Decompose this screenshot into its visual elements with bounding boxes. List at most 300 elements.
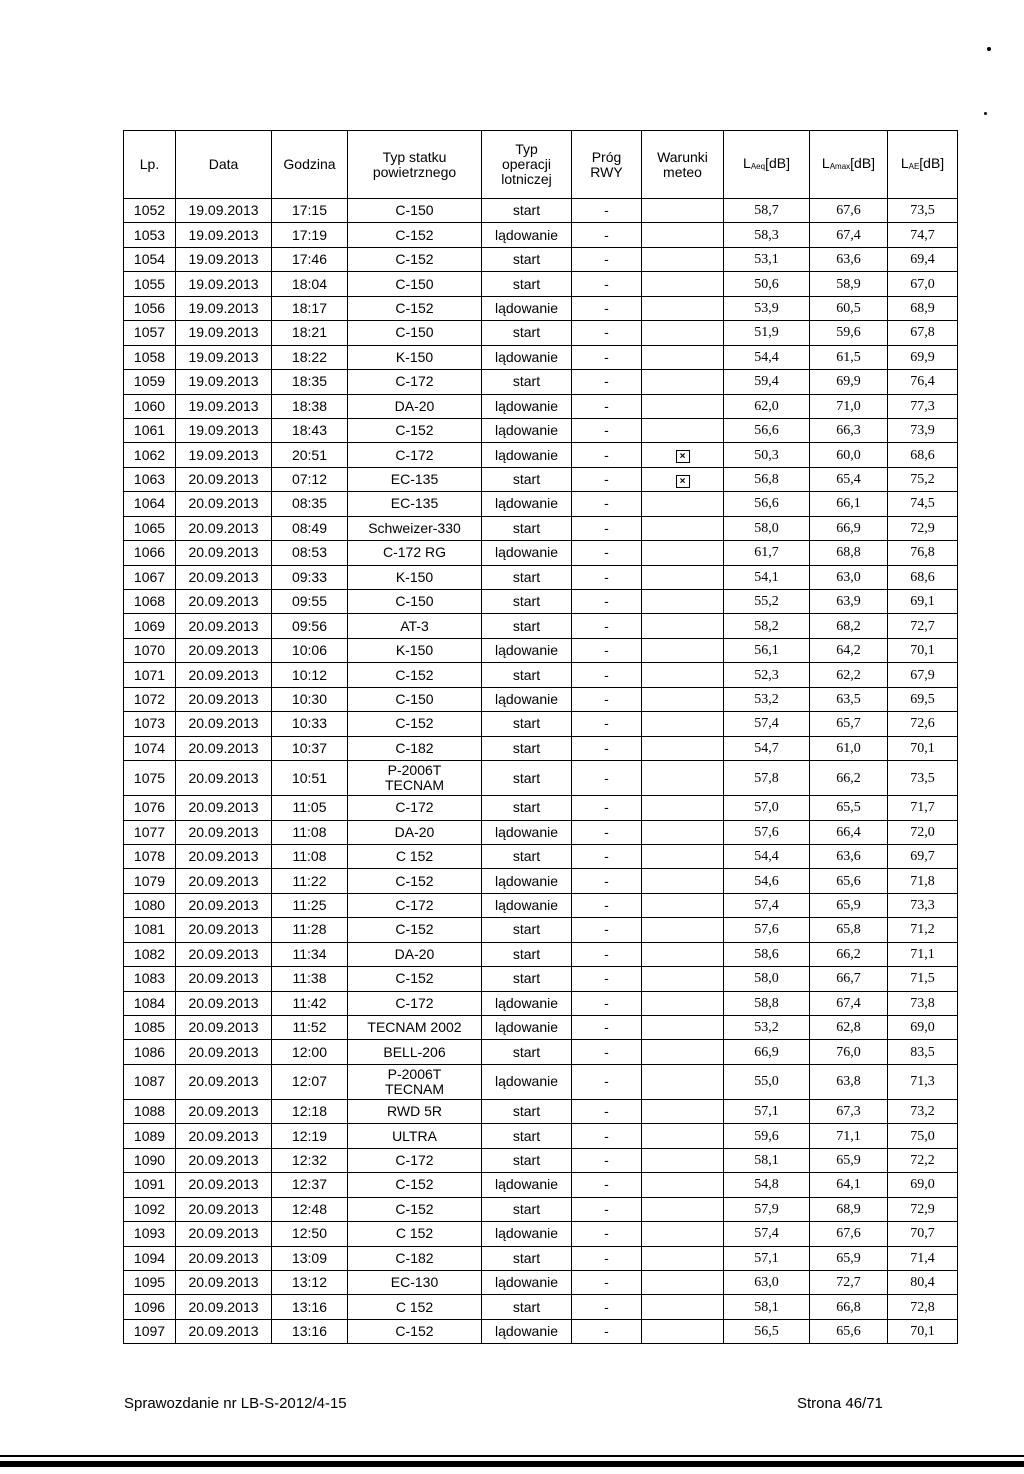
cell-lamax: 67,3 bbox=[810, 1099, 888, 1123]
cell-prog: - bbox=[572, 199, 642, 223]
cell-laeq: 57,6 bbox=[724, 918, 810, 942]
cell-typ-statku bbox=[348, 1064, 482, 1099]
cell-meteo bbox=[642, 590, 724, 614]
cell-data: 20.09.2013 bbox=[176, 516, 272, 540]
cell-lamax: 65,9 bbox=[810, 1246, 888, 1270]
cell-meteo bbox=[642, 199, 724, 223]
cell-lamax: 68,9 bbox=[810, 1197, 888, 1221]
cell-laeq: 58,1 bbox=[724, 1295, 810, 1319]
cell-prog: - bbox=[572, 638, 642, 662]
cell-godzina: 10:06 bbox=[272, 638, 348, 662]
checked-box-icon: × bbox=[676, 475, 690, 488]
cell-lae: 76,8 bbox=[888, 541, 958, 565]
table-row bbox=[124, 516, 958, 540]
cell-lae: 71,4 bbox=[888, 1246, 958, 1270]
cell-typ-statku bbox=[348, 370, 482, 394]
cell-lae: 80,4 bbox=[888, 1270, 958, 1294]
header-warunki-meteo: Warunki meteo bbox=[642, 131, 724, 199]
table-row bbox=[124, 370, 958, 394]
aircraft-type: C-152 bbox=[395, 299, 434, 316]
cell-typ-statku bbox=[348, 418, 482, 442]
cell-typ-statku bbox=[348, 1124, 482, 1148]
cell-lae: 73,5 bbox=[888, 199, 958, 223]
header-laeq: LAeq[dB] bbox=[724, 131, 810, 199]
header-typ-statku: Typ statku powietrznego bbox=[348, 131, 482, 199]
cell-meteo bbox=[642, 869, 724, 893]
cell-prog: - bbox=[572, 590, 642, 614]
cell-data: 19.09.2013 bbox=[176, 418, 272, 442]
cell-typ-operacji: start bbox=[482, 321, 572, 345]
cell-godzina: 20:51 bbox=[272, 443, 348, 467]
cell-typ-operacji: lądowanie bbox=[482, 443, 572, 467]
cell-lp: 1090 bbox=[124, 1148, 176, 1172]
cell-typ-operacji: lądowanie bbox=[482, 418, 572, 442]
cell-laeq: 59,6 bbox=[724, 1124, 810, 1148]
table-row bbox=[124, 1016, 958, 1040]
header-lp: Lp. bbox=[124, 131, 176, 199]
aircraft-type: C-172 bbox=[395, 373, 434, 390]
table-row bbox=[124, 565, 958, 589]
cell-godzina: 12:19 bbox=[272, 1124, 348, 1148]
aircraft-type-line2: TECNAM bbox=[384, 777, 445, 794]
cell-data: 19.09.2013 bbox=[176, 272, 272, 296]
cell-meteo bbox=[642, 272, 724, 296]
table-row bbox=[124, 1099, 958, 1123]
cell-prog: - bbox=[572, 223, 642, 247]
table-row bbox=[124, 687, 958, 711]
cell-typ-operacji: start bbox=[482, 370, 572, 394]
cell-prog: - bbox=[572, 247, 642, 271]
cell-data: 19.09.2013 bbox=[176, 321, 272, 345]
cell-prog: - bbox=[572, 1040, 642, 1064]
table-row bbox=[124, 761, 958, 796]
cell-typ-statku bbox=[348, 223, 482, 247]
cell-meteo bbox=[642, 967, 724, 991]
cell-typ-statku bbox=[348, 590, 482, 614]
cell-lamax: 67,4 bbox=[810, 223, 888, 247]
cell-typ-operacji: start bbox=[482, 967, 572, 991]
cell-data: 19.09.2013 bbox=[176, 345, 272, 369]
cell-lae: 71,1 bbox=[888, 942, 958, 966]
cell-lamax: 76,0 bbox=[810, 1040, 888, 1064]
cell-meteo bbox=[642, 844, 724, 868]
checked-box-icon: × bbox=[676, 450, 690, 463]
cell-godzina: 18:43 bbox=[272, 418, 348, 442]
cell-prog: - bbox=[572, 321, 642, 345]
cell-lae: 69,7 bbox=[888, 844, 958, 868]
cell-lae: 70,1 bbox=[888, 736, 958, 760]
cell-lp: 1086 bbox=[124, 1040, 176, 1064]
cell-meteo bbox=[642, 443, 724, 467]
cell-typ-operacji: lądowanie bbox=[482, 1270, 572, 1294]
cell-meteo bbox=[642, 418, 724, 442]
cell-godzina: 18:35 bbox=[272, 370, 348, 394]
cell-typ-operacji: start bbox=[482, 918, 572, 942]
cell-meteo bbox=[642, 516, 724, 540]
cell-meteo bbox=[642, 321, 724, 345]
cell-godzina: 11:28 bbox=[272, 918, 348, 942]
cell-meteo bbox=[642, 1270, 724, 1294]
cell-godzina: 11:52 bbox=[272, 1016, 348, 1040]
aircraft-type: DA-20 bbox=[394, 397, 435, 414]
table-row bbox=[124, 614, 958, 638]
cell-godzina: 08:53 bbox=[272, 541, 348, 565]
cell-laeq: 51,9 bbox=[724, 321, 810, 345]
cell-laeq: 62,0 bbox=[724, 394, 810, 418]
cell-godzina: 12:32 bbox=[272, 1148, 348, 1172]
cell-lae: 71,5 bbox=[888, 967, 958, 991]
cell-lamax: 66,9 bbox=[810, 516, 888, 540]
cell-lp: 1080 bbox=[124, 893, 176, 917]
cell-typ-operacji: lądowanie bbox=[482, 1319, 572, 1343]
aircraft-type: C-152 bbox=[395, 1200, 434, 1217]
cell-godzina: 11:25 bbox=[272, 893, 348, 917]
cell-typ-operacji: start bbox=[482, 1197, 572, 1221]
cell-prog: - bbox=[572, 844, 642, 868]
cell-lp: 1056 bbox=[124, 296, 176, 320]
cell-typ-operacji: lądowanie bbox=[482, 1064, 572, 1099]
cell-data: 20.09.2013 bbox=[176, 796, 272, 820]
table-row bbox=[124, 1173, 958, 1197]
cell-lae: 69,0 bbox=[888, 1173, 958, 1197]
cell-lp: 1097 bbox=[124, 1319, 176, 1343]
cell-laeq: 50,3 bbox=[724, 443, 810, 467]
aircraft-type: C-152 bbox=[395, 1176, 434, 1193]
cell-lae: 71,7 bbox=[888, 796, 958, 820]
cell-prog: - bbox=[572, 942, 642, 966]
cell-lp: 1059 bbox=[124, 370, 176, 394]
cell-meteo bbox=[642, 1246, 724, 1270]
cell-typ-operacji: start bbox=[482, 1295, 572, 1319]
cell-lae: 73,8 bbox=[888, 991, 958, 1015]
table-row bbox=[124, 418, 958, 442]
table-row bbox=[124, 1197, 958, 1221]
cell-lamax: 71,0 bbox=[810, 394, 888, 418]
cell-prog: - bbox=[572, 370, 642, 394]
cell-lp: 1064 bbox=[124, 492, 176, 516]
cell-laeq: 58,0 bbox=[724, 516, 810, 540]
cell-lp: 1061 bbox=[124, 418, 176, 442]
cell-typ-operacji: start bbox=[482, 1040, 572, 1064]
cell-meteo bbox=[642, 736, 724, 760]
cell-laeq: 54,7 bbox=[724, 736, 810, 760]
cell-prog: - bbox=[572, 541, 642, 565]
cell-meteo bbox=[642, 893, 724, 917]
cell-typ-operacji: start bbox=[482, 614, 572, 638]
cell-godzina: 11:08 bbox=[272, 844, 348, 868]
cell-meteo bbox=[642, 942, 724, 966]
cell-lp: 1054 bbox=[124, 247, 176, 271]
cell-godzina: 11:05 bbox=[272, 796, 348, 820]
cell-meteo bbox=[642, 1148, 724, 1172]
cell-lamax: 60,0 bbox=[810, 443, 888, 467]
cell-typ-operacji: lądowanie bbox=[482, 296, 572, 320]
header-data: Data bbox=[176, 131, 272, 199]
cell-typ-statku bbox=[348, 761, 482, 796]
cell-typ-operacji: lądowanie bbox=[482, 893, 572, 917]
cell-meteo bbox=[642, 991, 724, 1015]
table-row bbox=[124, 296, 958, 320]
aircraft-type: C-152 bbox=[395, 970, 434, 987]
cell-data: 19.09.2013 bbox=[176, 247, 272, 271]
aircraft-type: DA-20 bbox=[394, 945, 435, 962]
cell-lp: 1095 bbox=[124, 1270, 176, 1294]
footer-rule-thick bbox=[0, 1461, 1024, 1467]
cell-godzina: 12:50 bbox=[272, 1222, 348, 1246]
table-row bbox=[124, 967, 958, 991]
cell-typ-operacji: start bbox=[482, 516, 572, 540]
cell-meteo bbox=[642, 918, 724, 942]
cell-laeq: 57,0 bbox=[724, 796, 810, 820]
table-row bbox=[124, 321, 958, 345]
cell-data: 20.09.2013 bbox=[176, 1016, 272, 1040]
cell-lamax: 66,2 bbox=[810, 942, 888, 966]
cell-laeq: 55,2 bbox=[724, 590, 810, 614]
cell-typ-operacji: start bbox=[482, 1099, 572, 1123]
cell-typ-statku bbox=[348, 272, 482, 296]
table-row bbox=[124, 1064, 958, 1099]
aircraft-type: P-2006T bbox=[387, 762, 442, 779]
cell-godzina: 11:08 bbox=[272, 820, 348, 844]
table-row bbox=[124, 942, 958, 966]
table-row bbox=[124, 223, 958, 247]
cell-lp: 1052 bbox=[124, 199, 176, 223]
aircraft-type: RWD 5R bbox=[387, 1103, 442, 1120]
cell-data: 20.09.2013 bbox=[176, 1040, 272, 1064]
footer-rule bbox=[0, 1455, 1024, 1457]
table-row bbox=[124, 869, 958, 893]
cell-laeq: 57,8 bbox=[724, 761, 810, 796]
cell-godzina: 18:21 bbox=[272, 321, 348, 345]
cell-typ-statku bbox=[348, 516, 482, 540]
cell-lamax: 61,5 bbox=[810, 345, 888, 369]
table-row bbox=[124, 590, 958, 614]
aircraft-type: C-152 bbox=[395, 666, 434, 683]
cell-typ-statku bbox=[348, 967, 482, 991]
cell-typ-operacji: lądowanie bbox=[482, 492, 572, 516]
cell-lae: 71,8 bbox=[888, 869, 958, 893]
cell-prog: - bbox=[572, 1099, 642, 1123]
table-row bbox=[124, 345, 958, 369]
cell-lp: 1062 bbox=[124, 443, 176, 467]
cell-typ-operacji: start bbox=[482, 467, 572, 491]
cell-data: 20.09.2013 bbox=[176, 1319, 272, 1343]
cell-data: 20.09.2013 bbox=[176, 467, 272, 491]
table-row bbox=[124, 1124, 958, 1148]
cell-lp: 1077 bbox=[124, 820, 176, 844]
cell-laeq: 56,1 bbox=[724, 638, 810, 662]
cell-laeq: 58,8 bbox=[724, 991, 810, 1015]
cell-lp: 1073 bbox=[124, 712, 176, 736]
cell-typ-operacji: start bbox=[482, 565, 572, 589]
cell-lp: 1065 bbox=[124, 516, 176, 540]
aircraft-type: C-152 bbox=[395, 872, 434, 889]
cell-lp: 1085 bbox=[124, 1016, 176, 1040]
cell-typ-operacji: start bbox=[482, 1124, 572, 1148]
cell-lae: 69,4 bbox=[888, 247, 958, 271]
cell-typ-statku bbox=[348, 918, 482, 942]
aircraft-type: C-150 bbox=[395, 690, 434, 707]
cell-lamax: 63,6 bbox=[810, 247, 888, 271]
cell-prog: - bbox=[572, 516, 642, 540]
cell-typ-operacji: start bbox=[482, 199, 572, 223]
cell-godzina: 08:49 bbox=[272, 516, 348, 540]
cell-godzina: 10:51 bbox=[272, 761, 348, 796]
aircraft-type: K-150 bbox=[395, 348, 434, 365]
cell-lp: 1092 bbox=[124, 1197, 176, 1221]
table-row bbox=[124, 1295, 958, 1319]
cell-typ-statku bbox=[348, 614, 482, 638]
cell-lp: 1066 bbox=[124, 541, 176, 565]
cell-lamax: 65,5 bbox=[810, 796, 888, 820]
cell-laeq: 56,6 bbox=[724, 418, 810, 442]
cell-prog: - bbox=[572, 1295, 642, 1319]
cell-prog: - bbox=[572, 1148, 642, 1172]
cell-typ-operacji: lądowanie bbox=[482, 541, 572, 565]
table-row bbox=[124, 893, 958, 917]
cell-data: 20.09.2013 bbox=[176, 492, 272, 516]
cell-laeq: 54,4 bbox=[724, 844, 810, 868]
cell-data: 19.09.2013 bbox=[176, 443, 272, 467]
cell-lae: 76,4 bbox=[888, 370, 958, 394]
cell-data: 19.09.2013 bbox=[176, 223, 272, 247]
cell-lae: 68,6 bbox=[888, 443, 958, 467]
cell-lp: 1074 bbox=[124, 736, 176, 760]
cell-data: 20.09.2013 bbox=[176, 761, 272, 796]
cell-meteo bbox=[642, 345, 724, 369]
cell-data: 20.09.2013 bbox=[176, 1064, 272, 1099]
cell-prog: - bbox=[572, 893, 642, 917]
cell-godzina: 10:12 bbox=[272, 663, 348, 687]
cell-prog: - bbox=[572, 663, 642, 687]
cell-lamax: 62,8 bbox=[810, 1016, 888, 1040]
cell-laeq: 57,1 bbox=[724, 1246, 810, 1270]
cell-lamax: 66,8 bbox=[810, 1295, 888, 1319]
cell-meteo bbox=[642, 1040, 724, 1064]
cell-lp: 1063 bbox=[124, 467, 176, 491]
cell-typ-statku bbox=[348, 1295, 482, 1319]
cell-prog: - bbox=[572, 345, 642, 369]
cell-godzina: 07:12 bbox=[272, 467, 348, 491]
cell-meteo bbox=[642, 370, 724, 394]
cell-prog: - bbox=[572, 418, 642, 442]
cell-lp: 1072 bbox=[124, 687, 176, 711]
cell-laeq: 59,4 bbox=[724, 370, 810, 394]
cell-typ-statku bbox=[348, 942, 482, 966]
cell-prog: - bbox=[572, 1124, 642, 1148]
cell-typ-operacji: start bbox=[482, 272, 572, 296]
noise-measurement-table bbox=[123, 130, 958, 1344]
table-row bbox=[124, 820, 958, 844]
cell-prog: - bbox=[572, 1246, 642, 1270]
cell-lp: 1081 bbox=[124, 918, 176, 942]
cell-typ-operacji: lądowanie bbox=[482, 394, 572, 418]
cell-meteo bbox=[642, 614, 724, 638]
cell-godzina: 12:37 bbox=[272, 1173, 348, 1197]
cell-laeq: 54,1 bbox=[724, 565, 810, 589]
cell-typ-statku bbox=[348, 844, 482, 868]
table-row bbox=[124, 736, 958, 760]
cell-godzina: 09:56 bbox=[272, 614, 348, 638]
cell-typ-operacji: lądowanie bbox=[482, 345, 572, 369]
cell-meteo bbox=[642, 1295, 724, 1319]
cell-laeq: 50,6 bbox=[724, 272, 810, 296]
cell-godzina: 10:33 bbox=[272, 712, 348, 736]
cell-laeq: 54,6 bbox=[724, 869, 810, 893]
cell-prog: - bbox=[572, 869, 642, 893]
cell-lamax: 61,0 bbox=[810, 736, 888, 760]
aircraft-type: C-152 bbox=[395, 1323, 434, 1340]
cell-data: 20.09.2013 bbox=[176, 736, 272, 760]
cell-lp: 1058 bbox=[124, 345, 176, 369]
cell-prog: - bbox=[572, 820, 642, 844]
cell-typ-operacji: lądowanie bbox=[482, 869, 572, 893]
cell-typ-statku bbox=[348, 565, 482, 589]
cell-typ-operacji: start bbox=[482, 1246, 572, 1270]
aircraft-type: K-150 bbox=[395, 568, 434, 585]
cell-lamax: 67,4 bbox=[810, 991, 888, 1015]
cell-godzina: 12:00 bbox=[272, 1040, 348, 1064]
cell-godzina: 18:38 bbox=[272, 394, 348, 418]
aircraft-type-line2: TECNAM bbox=[384, 1080, 445, 1097]
cell-data: 20.09.2013 bbox=[176, 820, 272, 844]
table-row bbox=[124, 492, 958, 516]
cell-typ-statku bbox=[348, 467, 482, 491]
cell-lp: 1055 bbox=[124, 272, 176, 296]
cell-lae: 75,2 bbox=[888, 467, 958, 491]
cell-laeq: 55,0 bbox=[724, 1064, 810, 1099]
cell-typ-statku bbox=[348, 1040, 482, 1064]
cell-typ-statku bbox=[348, 869, 482, 893]
table-row bbox=[124, 663, 958, 687]
header-typ-operacji: Typ operacji lotniczej bbox=[482, 131, 572, 199]
cell-laeq: 57,4 bbox=[724, 1222, 810, 1246]
cell-lp: 1060 bbox=[124, 394, 176, 418]
cell-meteo bbox=[642, 1197, 724, 1221]
cell-typ-operacji: lądowanie bbox=[482, 1173, 572, 1197]
cell-lamax: 66,3 bbox=[810, 418, 888, 442]
cell-lae: 67,8 bbox=[888, 321, 958, 345]
cell-meteo bbox=[642, 1124, 724, 1148]
cell-laeq: 57,4 bbox=[724, 712, 810, 736]
table-row bbox=[124, 1319, 958, 1343]
cell-typ-statku bbox=[348, 247, 482, 271]
cell-typ-statku bbox=[348, 893, 482, 917]
cell-meteo bbox=[642, 761, 724, 796]
cell-lamax: 62,2 bbox=[810, 663, 888, 687]
cell-lae: 69,5 bbox=[888, 687, 958, 711]
cell-meteo bbox=[642, 1099, 724, 1123]
cell-typ-statku bbox=[348, 1016, 482, 1040]
cell-laeq: 57,9 bbox=[724, 1197, 810, 1221]
aircraft-type: EC-130 bbox=[390, 1274, 439, 1291]
cell-meteo bbox=[642, 296, 724, 320]
cell-prog: - bbox=[572, 687, 642, 711]
table-row bbox=[124, 1222, 958, 1246]
table-row bbox=[124, 1246, 958, 1270]
cell-typ-operacji: lądowanie bbox=[482, 820, 572, 844]
cell-typ-operacji: lądowanie bbox=[482, 991, 572, 1015]
aircraft-type: C-172 bbox=[395, 799, 434, 816]
cell-data: 19.09.2013 bbox=[176, 199, 272, 223]
cell-data: 20.09.2013 bbox=[176, 1270, 272, 1294]
table-row bbox=[124, 394, 958, 418]
cell-typ-statku bbox=[348, 663, 482, 687]
cell-meteo bbox=[642, 796, 724, 820]
table-row bbox=[124, 199, 958, 223]
cell-godzina: 17:19 bbox=[272, 223, 348, 247]
cell-typ-statku bbox=[348, 1148, 482, 1172]
